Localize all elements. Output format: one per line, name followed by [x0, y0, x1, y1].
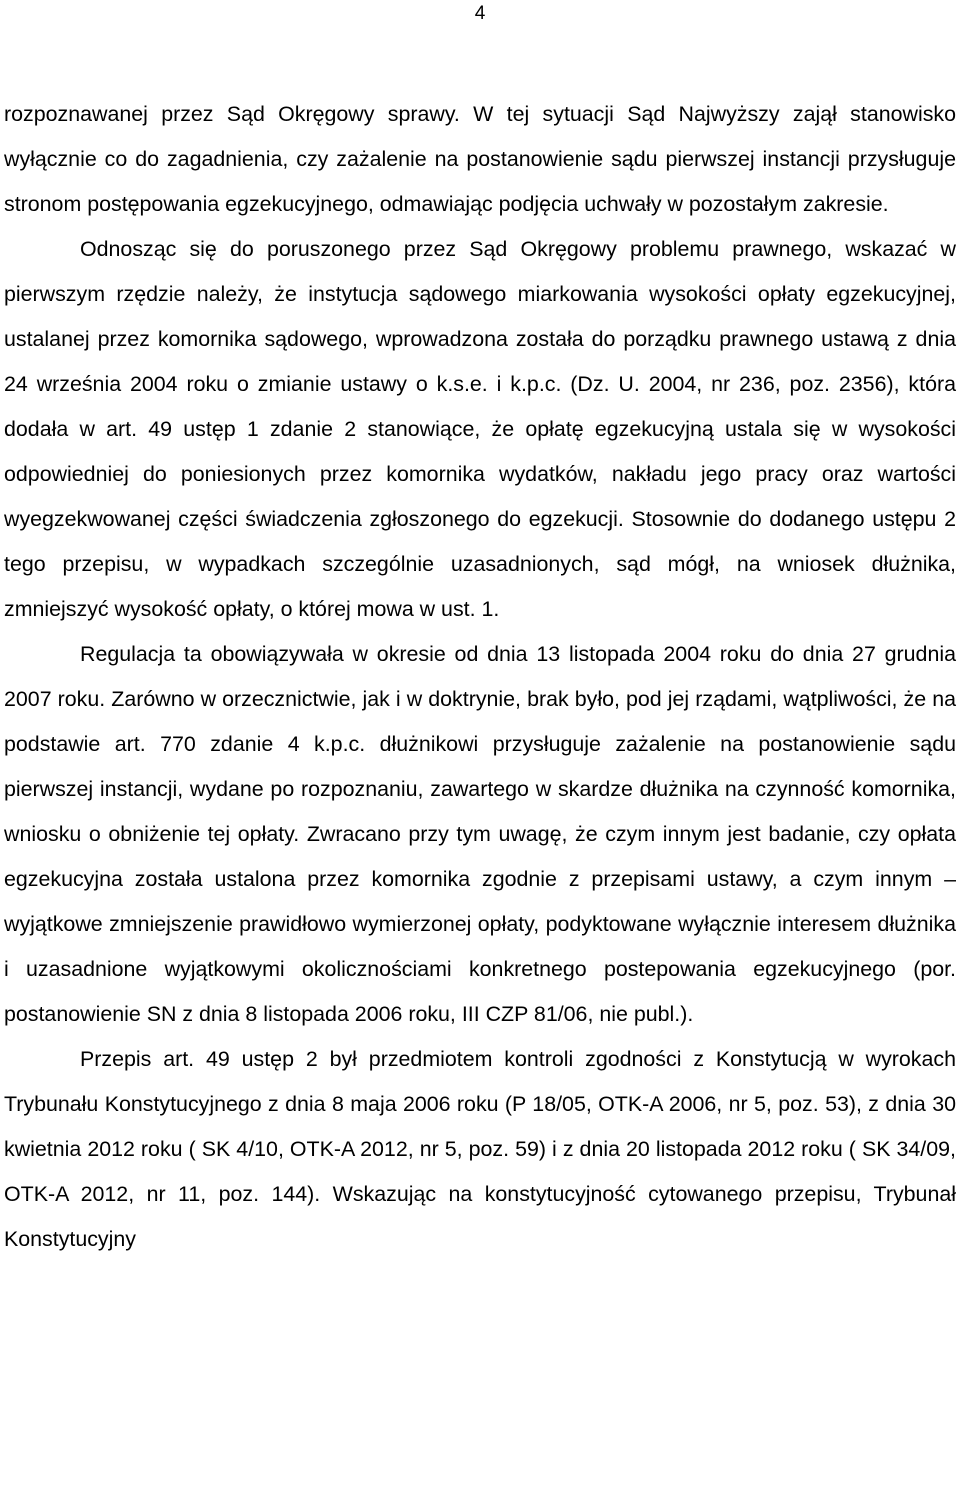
paragraph-2: Odnosząc się do poruszonego przez Sąd Okręgowy problemu prawnego, wskazać w pierwszym rzędzie należy, że instytucja sądowego miarkowania wysokości opłaty egzekucyjnej, ustalanej przez komornika sądowego, wprowadzona została do porządku prawnego ustawą z dnia 24 września 2004 roku o zmianie ustawy o k.s.e. i k.p.c. (Dz. U. 2004, nr 236, poz. 2356), która dodała w art. 49 ustęp 1 zdanie 2 stanowiące, że opłatę egzekucyjną ustala się w wysokości odpowiedniej do poniesionych przez komornika wydatków, nakładu jego pracy oraz wartości wyegzekwowanej części świadczenia zgłoszonego do egzekucji. Stosownie do dodanego ustępu 2 tego przepisu, w wypadkach szczególnie uzasadnionych, sąd mógł, na wniosek dłużnika, zmniejszyć wysokość opłaty, o której mowa w ust. 1.: [4, 237, 956, 621]
paragraph-4: Przepis art. 49 ustęp 2 był przedmiotem kontroli zgodności z Konstytucją w wyrokach Trybunału Konstytucyjnego z dnia 8 maja 2006 roku (P 18/05, OTK-A 2006, nr 5, poz. 53), z dnia 30 kwietnia 2012 roku ( SK 4/10, OTK-A 2012, nr 5, poz. 59) i z dnia 20 listopada 2012 roku ( SK 34/09, OTK-A 2012, nr 11, poz. 144). Wskazując na konstytucyjność cytowanego przepisu, Trybunał Konstytucyjny: [4, 1047, 956, 1251]
paragraph-3: Regulacja ta obowiązywała w okresie od dnia 13 listopada 2004 roku do dnia 27 grudnia 2007 roku. Zarówno w orzecznictwie, jak i w doktrynie, brak było, pod jej rządami, wątpliwości, że na podstawie art. 770 zdanie 4 k.p.c. dłużnikowi przysługuje zażalenie na postanowienie sądu pierwszej instancji, wydane po rozpoznaniu, zawartego w skardze dłużnika na czynność komornika, wniosku o obniżenie tej opłaty. Zwracano przy tym uwagę, że czym innym jest badanie, czy opłata egzekucyjna została ustalona przez komornika zgodnie z przepisami ustawy, a czym innym – wyjątkowe zmniejszenie prawidłowo wymierzonej opłaty, podyktowane wyłącznie interesem dłużnika i uzasadnione wyjątkowymi okolicznościami konkretnego postepowania egzekucyjnego (por. postanowienie SN z dnia 8 listopada 2006 roku, III CZP 81/06, nie publ.).: [4, 642, 956, 1026]
document-body: [4, 92, 956, 1262]
paragraph-1: rozpoznawanej przez Sąd Okręgowy sprawy. W tej sytuacji Sąd Najwyższy zajął stanowisko wyłącznie co do zagadnienia, czy zażalenie na postanowienie sądu pierwszej instancji przysługuje stronom postępowania egzekucyjnego, odmawiając podjęcia uchwały w pozostałym zakresie.: [4, 102, 956, 216]
page-number: 4: [474, 3, 486, 24]
